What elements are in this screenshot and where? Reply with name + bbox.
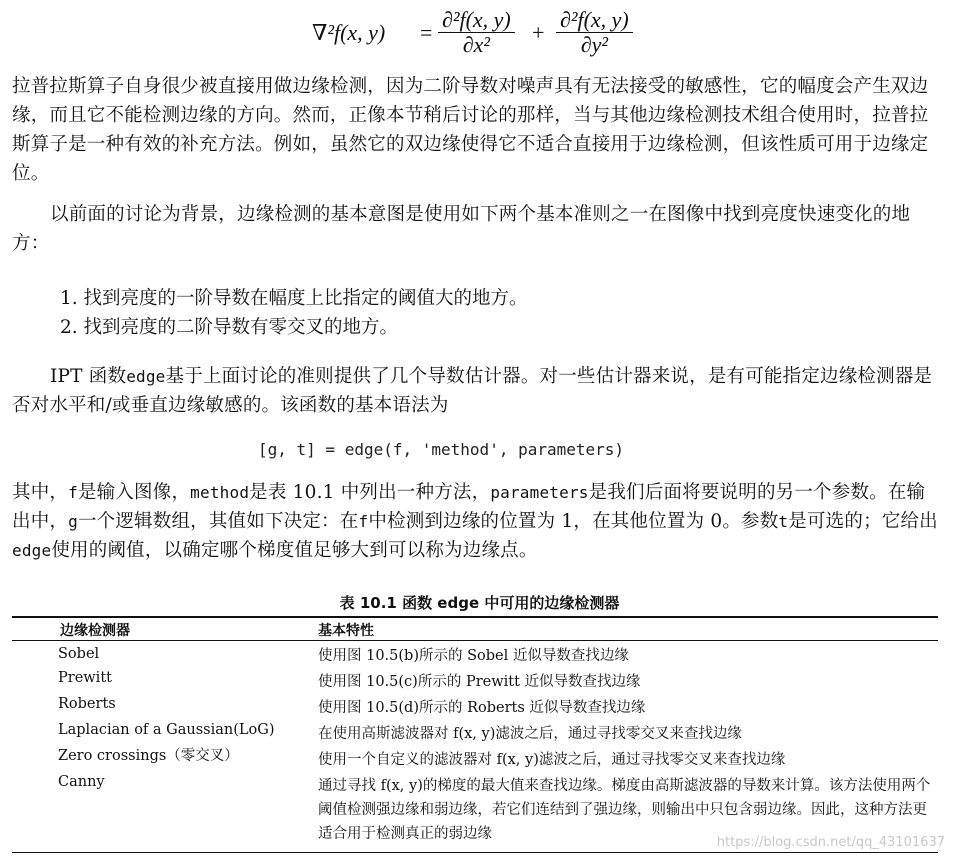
table-row-zerocross-name: Zero crossings（零交叉） <box>58 748 239 764</box>
list-item-second-derivative: 2. 找到亮度的二阶导数有零交叉的地方。 <box>60 317 399 338</box>
table-header-features: 基本特性 <box>318 623 374 639</box>
table-row-sobel-name: Sobel <box>58 646 100 662</box>
para3-text-a: IPT 函数 <box>50 366 127 387</box>
equation-term-y-denominator: ∂y² <box>580 32 608 57</box>
table-header-rule <box>12 640 938 641</box>
laplacian-equation <box>300 6 700 62</box>
para4-text-1: 其中， <box>12 482 69 503</box>
paragraph-edge-criteria: 以前面的讨论为背景，边缘检测的基本意图是使用如下两个基本准则之一在图像中找到亮度快速变化的地方： <box>12 204 911 254</box>
table-row-sobel-desc: 使用图 10.5(b)所示的 Sobel 近似导数查找边缘 <box>318 648 629 664</box>
para4-code-f2: f <box>358 512 369 531</box>
para4-text-8: 使用的阈值，以确定哪个梯度值足够大到可以称为边缘点。 <box>51 540 538 561</box>
equation-term-x-denominator: ∂x² <box>462 32 490 57</box>
table-row-canny-desc: 通过寻找 f(x, y)的梯度的最大值来查找边缘。梯度由高斯滤波器的导数来计算。该方法使用两个阈值检测强边缘和弱边缘，若它们连结到了强边缘，则输出中只包含弱边缘。因此，这种方法更适合用于检测真正的弱边缘 <box>318 778 931 842</box>
para4-text-6: 中检测到边缘的位置为 1，在其他位置为 0。参数 <box>368 511 779 532</box>
table-header-detector: 边缘检测器 <box>60 623 130 639</box>
para4-text-2: 是输入图像， <box>77 482 191 503</box>
para4-text-7: 是可选的；它给出 <box>788 511 938 532</box>
syntax-code-line: [g, t] = edge(f, 'method', parameters) <box>258 440 625 459</box>
table-row-prewitt-desc: 使用图 10.5(c)所示的 Prewitt 近似导数查找边缘 <box>318 674 641 690</box>
table-row-canny-name: Canny <box>58 774 105 790</box>
table-row-roberts-name: Roberts <box>58 696 116 712</box>
para3-code-edge: edge <box>126 367 166 386</box>
para4-text-4: 是我们后面将要说明的另一个参数。在输出中， <box>12 482 926 532</box>
list-item-first-derivative: 1. 找到亮度的一阶导数在幅度上比指定的阈值大的地方。 <box>60 288 528 309</box>
para4-text-3: 是表 10.1 中列出一种方法， <box>249 482 491 503</box>
equation-term-y <box>556 8 633 57</box>
paragraph-edge-function <box>12 362 942 420</box>
equation-term-y-numerator: ∂²f(x, y) <box>556 8 633 33</box>
para4-code-f: f <box>68 483 78 502</box>
table-top-rule <box>12 616 938 618</box>
para4-code-t: t <box>778 512 789 531</box>
table-row-log-name: Laplacian of a Gaussian(LoG) <box>58 722 275 738</box>
para4-code-g: g <box>68 512 78 531</box>
paragraph-parameters <box>12 478 942 565</box>
table-bottom-rule <box>12 852 938 853</box>
equation-term-x <box>438 8 515 57</box>
table-row-prewitt-name: Prewitt <box>58 670 112 686</box>
equation-term-x-numerator: ∂²f(x, y) <box>438 8 515 33</box>
para4-code-parameters: parameters <box>490 483 589 502</box>
equation-lhs: ∇²f(x, y) <box>312 20 386 45</box>
table-caption: 表 10.1 函数 edge 中可用的边缘检测器 <box>339 594 620 612</box>
equation-plus: + <box>532 20 545 45</box>
equation-equals: = <box>420 20 433 45</box>
para4-code-method: method <box>190 483 250 502</box>
watermark: https://blog.csdn.net/qq_43101637 <box>716 835 945 850</box>
paragraph-laplacian-intro: 拉普拉斯算子自身很少被直接用做边缘检测，因为二阶导数对噪声具有无法接受的敏感性，它的幅度会产生双边缘，而且它不能检测边缘的方向。然而，正像本节稍后讨论的那样，当与其他边缘检测技术组合使用时，拉普拉斯算子是一种有效的补充方法。例如，虽然它的双边缘使得它不适合直接用于边缘检测，但该性质可用于边缘定位。 <box>12 76 929 184</box>
table-row-log-desc: 在使用高斯滤波器对 f(x, y)滤波之后，通过寻找零交叉来查找边缘 <box>318 726 742 742</box>
para4-code-edge: edge <box>12 541 52 560</box>
table-row-roberts-desc: 使用图 10.5(d)所示的 Roberts 近似导数查找边缘 <box>318 700 646 716</box>
para3-text-b: 基于上面讨论的准则提供了几个导数估计器。对一些估计器来说，是有可能指定边缘检测器是否对水平和/或垂直边缘敏感的。该函数的基本语法为 <box>12 366 933 416</box>
table-row-zerocross-desc: 使用一个自定义的滤波器对 f(x, y)滤波之后，通过寻找零交叉来查找边缘 <box>318 752 786 768</box>
para4-text-5: 一个逻辑数组，其值如下决定：在 <box>77 511 359 532</box>
